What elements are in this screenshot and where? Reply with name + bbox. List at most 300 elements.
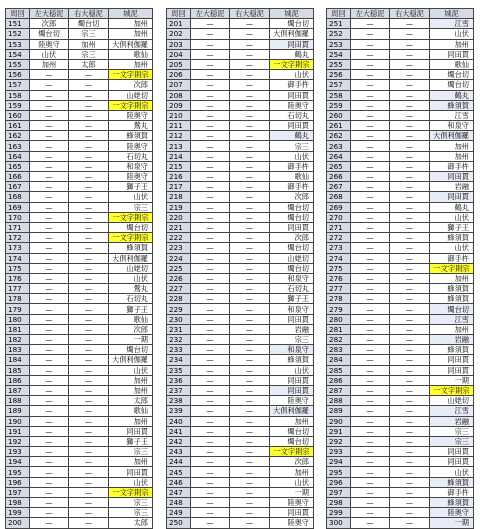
left-otabishi-cell: —: [351, 19, 390, 29]
table-row: [6, 273, 153, 283]
right-otabishi-cell: —: [390, 182, 430, 192]
table-row: [327, 416, 474, 426]
left-otabishi-cell: —: [30, 131, 69, 141]
right-otabishi-cell: —: [69, 416, 109, 426]
table-row: [6, 314, 153, 324]
right-otabishi-cell: —: [69, 375, 109, 385]
right-otabishi-cell: —: [69, 406, 109, 416]
castle-drop-cell: 山伏: [430, 243, 474, 253]
table-row: [327, 212, 474, 222]
right-otabishi-cell: —: [69, 396, 109, 406]
round-cell: 267: [327, 182, 351, 192]
left-otabishi-cell: —: [351, 192, 390, 202]
right-otabishi-cell: —: [230, 294, 270, 304]
round-cell: 297: [327, 487, 351, 497]
table-row: [327, 294, 474, 304]
left-otabishi-cell: —: [351, 477, 390, 487]
right-otabishi-cell: —: [230, 467, 270, 477]
round-cell: 295: [327, 467, 351, 477]
castle-drop-cell: 山伏: [109, 365, 153, 375]
right-otabishi-cell: —: [390, 406, 430, 416]
round-cell: 198: [6, 498, 30, 508]
right-otabishi-cell: —: [230, 447, 270, 457]
castle-drop-cell: 山姥切: [270, 253, 314, 263]
left-otabishi-cell: —: [351, 294, 390, 304]
right-otabishi-cell: —: [390, 518, 430, 528]
left-otabishi-cell: —: [30, 263, 69, 273]
left-otabishi-cell: —: [191, 59, 230, 69]
table-row: [327, 396, 474, 406]
castle-drop-cell: 同田貫: [270, 121, 314, 131]
castle-drop-cell: 同田貫: [109, 426, 153, 436]
castle-drop-cell: 陸奥守: [109, 172, 153, 182]
castle-drop-cell: 御手杵: [430, 161, 474, 171]
right-otabishi-cell: —: [69, 90, 109, 100]
left-otabishi-cell: —: [351, 375, 390, 385]
left-otabishi-cell: —: [191, 121, 230, 131]
castle-drop-cell: 一文字則宗: [430, 385, 474, 395]
right-otabishi-cell: —: [390, 263, 430, 273]
table-row: [6, 304, 153, 314]
right-otabishi-cell: —: [390, 131, 430, 141]
left-otabishi-cell: —: [351, 457, 390, 467]
table-row: [6, 39, 153, 49]
left-otabishi-cell: —: [351, 335, 390, 345]
left-otabishi-cell: —: [30, 416, 69, 426]
round-cell: 212: [167, 131, 191, 141]
table-row: [167, 182, 314, 192]
castle-drop-cell: 宗三: [109, 447, 153, 457]
castle-drop-cell: 山伏: [109, 477, 153, 487]
round-cell: 215: [167, 161, 191, 171]
left-otabishi-cell: —: [30, 477, 69, 487]
castle-drop-cell: 大倶利伽羅: [270, 29, 314, 39]
right-otabishi-cell: —: [230, 365, 270, 375]
right-otabishi-cell: —: [230, 49, 270, 59]
round-cell: 254: [327, 49, 351, 59]
castle-drop-cell: 和泉守: [270, 345, 314, 355]
table-row: [327, 304, 474, 314]
table-row: [6, 253, 153, 263]
right-otabishi-cell: —: [69, 335, 109, 345]
left-otabishi-cell: —: [191, 498, 230, 508]
table-row: [6, 335, 153, 345]
castle-drop-cell: 一文字則宗: [109, 100, 153, 110]
round-cell: 264: [327, 151, 351, 161]
right-otabishi-cell: —: [390, 314, 430, 324]
castle-drop-cell: 和泉守: [270, 304, 314, 314]
round-cell: 188: [6, 396, 30, 406]
table-row: [167, 498, 314, 508]
table-row: [6, 416, 153, 426]
right-otabishi-cell: —: [230, 263, 270, 273]
castle-drop-cell: 燭台切: [109, 222, 153, 232]
castle-drop-cell: 一期: [109, 335, 153, 345]
right-otabishi-cell: —: [230, 202, 270, 212]
table-row: [167, 222, 314, 232]
round-cell: 239: [167, 406, 191, 416]
left-otabishi-cell: —: [351, 80, 390, 90]
castle-drop-cell: 一文字則宗: [109, 487, 153, 497]
header-castle: 城泥: [109, 9, 153, 19]
castle-drop-cell: 蜂須賀: [430, 345, 474, 355]
left-otabishi-cell: —: [30, 212, 69, 222]
header-right-otabishi: 右大穏泥: [390, 9, 430, 19]
table-row: [6, 243, 153, 253]
left-otabishi-cell: —: [30, 233, 69, 243]
castle-drop-cell: 加州: [109, 457, 153, 467]
left-otabishi-cell: —: [191, 508, 230, 518]
right-otabishi-cell: —: [390, 121, 430, 131]
table-row: [6, 294, 153, 304]
round-cell: 248: [167, 498, 191, 508]
castle-drop-cell: 蜂須賀: [430, 477, 474, 487]
round-cell: 223: [167, 243, 191, 253]
left-otabishi-cell: 陸奥守: [30, 39, 69, 49]
round-cell: 247: [167, 487, 191, 497]
left-otabishi-cell: —: [191, 39, 230, 49]
castle-drop-cell: 大倶利伽羅: [109, 39, 153, 49]
left-otabishi-cell: —: [30, 365, 69, 375]
left-otabishi-cell: —: [30, 110, 69, 120]
left-otabishi-cell: —: [30, 436, 69, 446]
round-cell: 178: [6, 294, 30, 304]
castle-drop-cell: 石切丸: [270, 110, 314, 120]
castle-drop-cell: 獅子王: [109, 436, 153, 446]
right-otabishi-cell: —: [230, 19, 270, 29]
right-otabishi-cell: —: [390, 19, 430, 29]
round-cell: 192: [6, 436, 30, 446]
header-round: 周回: [6, 9, 30, 19]
right-otabishi-cell: —: [230, 487, 270, 497]
table-row: [6, 467, 153, 477]
round-cell: 283: [327, 345, 351, 355]
right-otabishi-cell: —: [230, 518, 270, 528]
right-otabishi-cell: —: [230, 70, 270, 80]
castle-drop-cell: 鶴丸: [270, 49, 314, 59]
castle-drop-cell: 同田貫: [430, 355, 474, 365]
castle-drop-cell: 山伏: [430, 29, 474, 39]
round-cell: 242: [167, 436, 191, 446]
left-otabishi-cell: —: [351, 141, 390, 151]
right-otabishi-cell: —: [230, 243, 270, 253]
header-left-otabishi: 左大穏泥: [30, 9, 69, 19]
castle-drop-cell: 同田貫: [270, 375, 314, 385]
castle-drop-cell: 一期: [270, 487, 314, 497]
round-cell: 189: [6, 406, 30, 416]
table-row: [327, 253, 474, 263]
round-cell: 216: [167, 172, 191, 182]
castle-drop-cell: 鶴丸: [430, 90, 474, 100]
round-cell: 167: [6, 182, 30, 192]
round-cell: 177: [6, 284, 30, 294]
left-otabishi-cell: —: [191, 100, 230, 110]
round-cell: 235: [167, 365, 191, 375]
round-cell: 255: [327, 59, 351, 69]
round-cell: 288: [327, 396, 351, 406]
table-row: [167, 253, 314, 263]
header-right-otabishi: 右大穏泥: [69, 9, 109, 19]
left-otabishi-cell: —: [30, 467, 69, 477]
castle-drop-cell: 江雪: [430, 314, 474, 324]
round-cell: 226: [167, 273, 191, 283]
castle-drop-cell: 次郎: [270, 233, 314, 243]
round-cell: 260: [327, 110, 351, 120]
table-row: [327, 487, 474, 497]
right-otabishi-cell: —: [230, 436, 270, 446]
left-otabishi-cell: —: [191, 416, 230, 426]
table-row: [167, 212, 314, 222]
left-otabishi-cell: —: [351, 212, 390, 222]
castle-drop-cell: 太郎: [109, 396, 153, 406]
castle-drop-cell: 次郎: [109, 324, 153, 334]
left-otabishi-cell: —: [30, 396, 69, 406]
left-otabishi-cell: —: [191, 192, 230, 202]
castle-drop-cell: 石切丸: [109, 151, 153, 161]
right-otabishi-cell: —: [390, 222, 430, 232]
right-otabishi-cell: —: [230, 324, 270, 334]
castle-drop-cell: 一文字則宗: [109, 212, 153, 222]
left-otabishi-cell: —: [30, 498, 69, 508]
round-cell: 265: [327, 161, 351, 171]
left-otabishi-cell: —: [351, 222, 390, 232]
header-row: [6, 9, 153, 19]
right-otabishi-cell: —: [69, 263, 109, 273]
data-table: [326, 8, 474, 529]
castle-drop-cell: 同田貫: [270, 314, 314, 324]
castle-drop-cell: 大倶利伽羅: [109, 253, 153, 263]
table-row: [327, 314, 474, 324]
right-otabishi-cell: —: [390, 161, 430, 171]
table-row: [327, 49, 474, 59]
right-otabishi-cell: —: [69, 447, 109, 457]
castle-drop-cell: 岩融: [430, 416, 474, 426]
right-otabishi-cell: —: [390, 436, 430, 446]
round-cell: 164: [6, 151, 30, 161]
table-row: [327, 202, 474, 212]
right-otabishi-cell: 加州: [69, 39, 109, 49]
castle-drop-cell: 山伏: [270, 151, 314, 161]
table-row: [167, 508, 314, 518]
round-cell: 271: [327, 222, 351, 232]
table-row: [6, 212, 153, 222]
table-row: [167, 467, 314, 477]
round-cell: 170: [6, 212, 30, 222]
castle-drop-cell: 御手杵: [430, 487, 474, 497]
table-row: [6, 426, 153, 436]
castle-drop-cell: 和泉守: [109, 161, 153, 171]
right-otabishi-cell: 宗三: [69, 29, 109, 39]
table-row: [167, 294, 314, 304]
right-otabishi-cell: —: [390, 233, 430, 243]
table-row: [167, 426, 314, 436]
left-otabishi-cell: —: [351, 284, 390, 294]
left-otabishi-cell: —: [351, 498, 390, 508]
round-cell: 224: [167, 253, 191, 263]
table-row: [327, 192, 474, 202]
table-row: [327, 365, 474, 375]
round-cell: 208: [167, 90, 191, 100]
round-cell: 193: [6, 447, 30, 457]
right-otabishi-cell: —: [390, 294, 430, 304]
castle-drop-cell: 陸奥守: [270, 100, 314, 110]
castle-drop-cell: 山姥切: [109, 263, 153, 273]
castle-drop-cell: 宗三: [109, 508, 153, 518]
table-row: [327, 131, 474, 141]
left-otabishi-cell: —: [191, 355, 230, 365]
table-row: [6, 141, 153, 151]
round-cell: 203: [167, 39, 191, 49]
table-row: [6, 49, 153, 59]
right-otabishi-cell: —: [69, 110, 109, 120]
left-otabishi-cell: —: [30, 518, 69, 528]
table-row: [167, 192, 314, 202]
right-otabishi-cell: —: [69, 253, 109, 263]
left-otabishi-cell: —: [30, 294, 69, 304]
left-otabishi-cell: —: [191, 172, 230, 182]
left-otabishi-cell: —: [191, 335, 230, 345]
right-otabishi-cell: —: [230, 375, 270, 385]
left-otabishi-cell: —: [30, 304, 69, 314]
right-otabishi-cell: —: [390, 498, 430, 508]
castle-drop-cell: 次郎: [270, 192, 314, 202]
table-row: [167, 436, 314, 446]
table-row: [167, 141, 314, 151]
right-otabishi-cell: —: [69, 426, 109, 436]
table-row: [167, 29, 314, 39]
castle-drop-cell: 一文字則宗: [109, 70, 153, 80]
castle-drop-cell: 加州: [109, 416, 153, 426]
castle-drop-cell: 岩融: [270, 324, 314, 334]
right-otabishi-cell: —: [390, 355, 430, 365]
table-row: [167, 385, 314, 395]
round-cell: 244: [167, 457, 191, 467]
table-row: [6, 406, 153, 416]
left-otabishi-cell: —: [191, 375, 230, 385]
right-otabishi-cell: —: [69, 467, 109, 477]
round-cell: 300: [327, 518, 351, 528]
castle-drop-cell: 山伏: [109, 273, 153, 283]
left-otabishi-cell: —: [30, 314, 69, 324]
left-otabishi-cell: —: [351, 324, 390, 334]
table-row: [167, 90, 314, 100]
left-otabishi-cell: —: [191, 273, 230, 283]
right-otabishi-cell: —: [390, 59, 430, 69]
table-row: [327, 121, 474, 131]
table-row: [327, 19, 474, 29]
round-cell: 246: [167, 477, 191, 487]
round-cell: 227: [167, 284, 191, 294]
left-otabishi-cell: —: [351, 365, 390, 375]
table-row: [327, 335, 474, 345]
left-otabishi-cell: —: [191, 182, 230, 192]
left-otabishi-cell: —: [30, 426, 69, 436]
right-otabishi-cell: —: [230, 304, 270, 314]
right-otabishi-cell: —: [230, 416, 270, 426]
castle-drop-cell: 蜂須賀: [430, 498, 474, 508]
right-otabishi-cell: —: [69, 70, 109, 80]
round-cell: 277: [327, 284, 351, 294]
castle-drop-cell: 歌仙: [109, 406, 153, 416]
table-row: [327, 426, 474, 436]
left-otabishi-cell: —: [30, 70, 69, 80]
round-cell: 187: [6, 385, 30, 395]
left-otabishi-cell: —: [351, 385, 390, 395]
castle-drop-cell: 歌仙: [270, 172, 314, 182]
table-row: [167, 100, 314, 110]
castle-drop-cell: 同田貫: [109, 467, 153, 477]
round-cell: 268: [327, 192, 351, 202]
header-castle: 城泥: [430, 9, 474, 19]
left-otabishi-cell: —: [351, 304, 390, 314]
round-cell: 250: [167, 518, 191, 528]
table-row: [327, 59, 474, 69]
round-cell: 238: [167, 396, 191, 406]
right-otabishi-cell: —: [69, 304, 109, 314]
left-otabishi-cell: —: [30, 121, 69, 131]
castle-drop-cell: 獅子王: [109, 304, 153, 314]
castle-drop-cell: 山伏: [430, 212, 474, 222]
left-otabishi-cell: —: [30, 457, 69, 467]
right-otabishi-cell: —: [230, 508, 270, 518]
left-otabishi-cell: —: [191, 212, 230, 222]
left-otabishi-cell: —: [30, 324, 69, 334]
left-otabishi-cell: —: [351, 406, 390, 416]
table-row: [167, 161, 314, 171]
left-otabishi-cell: —: [30, 90, 69, 100]
right-otabishi-cell: —: [69, 233, 109, 243]
table-row: [167, 49, 314, 59]
right-otabishi-cell: —: [230, 284, 270, 294]
table-row: [327, 273, 474, 283]
round-cell: 281: [327, 324, 351, 334]
castle-drop-cell: 同田貫: [430, 457, 474, 467]
table-row: [327, 467, 474, 477]
header-row: [167, 9, 314, 19]
right-otabishi-cell: —: [69, 243, 109, 253]
castle-drop-cell: 加州: [430, 141, 474, 151]
right-otabishi-cell: —: [230, 396, 270, 406]
left-otabishi-cell: —: [351, 467, 390, 477]
right-otabishi-cell: —: [69, 365, 109, 375]
table-row: [327, 172, 474, 182]
right-otabishi-cell: 太郎: [69, 59, 109, 69]
right-otabishi-cell: —: [390, 253, 430, 263]
left-otabishi-cell: —: [351, 161, 390, 171]
round-cell: 236: [167, 375, 191, 385]
table-row: [6, 161, 153, 171]
castle-drop-cell: 蜂須賀: [430, 100, 474, 110]
left-otabishi-cell: —: [351, 182, 390, 192]
right-otabishi-cell: —: [69, 314, 109, 324]
left-otabishi-cell: —: [351, 49, 390, 59]
left-otabishi-cell: —: [30, 345, 69, 355]
castle-drop-cell: 和泉守: [430, 121, 474, 131]
right-otabishi-cell: —: [390, 467, 430, 477]
left-otabishi-cell: —: [191, 294, 230, 304]
left-otabishi-cell: —: [191, 49, 230, 59]
right-otabishi-cell: —: [390, 70, 430, 80]
right-otabishi-cell: —: [69, 212, 109, 222]
right-otabishi-cell: —: [390, 304, 430, 314]
table-row: [327, 39, 474, 49]
castle-drop-cell: 同田貫: [270, 222, 314, 232]
table-row: [327, 90, 474, 100]
right-otabishi-cell: —: [230, 406, 270, 416]
left-otabishi-cell: —: [351, 355, 390, 365]
right-otabishi-cell: —: [390, 396, 430, 406]
right-otabishi-cell: —: [390, 324, 430, 334]
